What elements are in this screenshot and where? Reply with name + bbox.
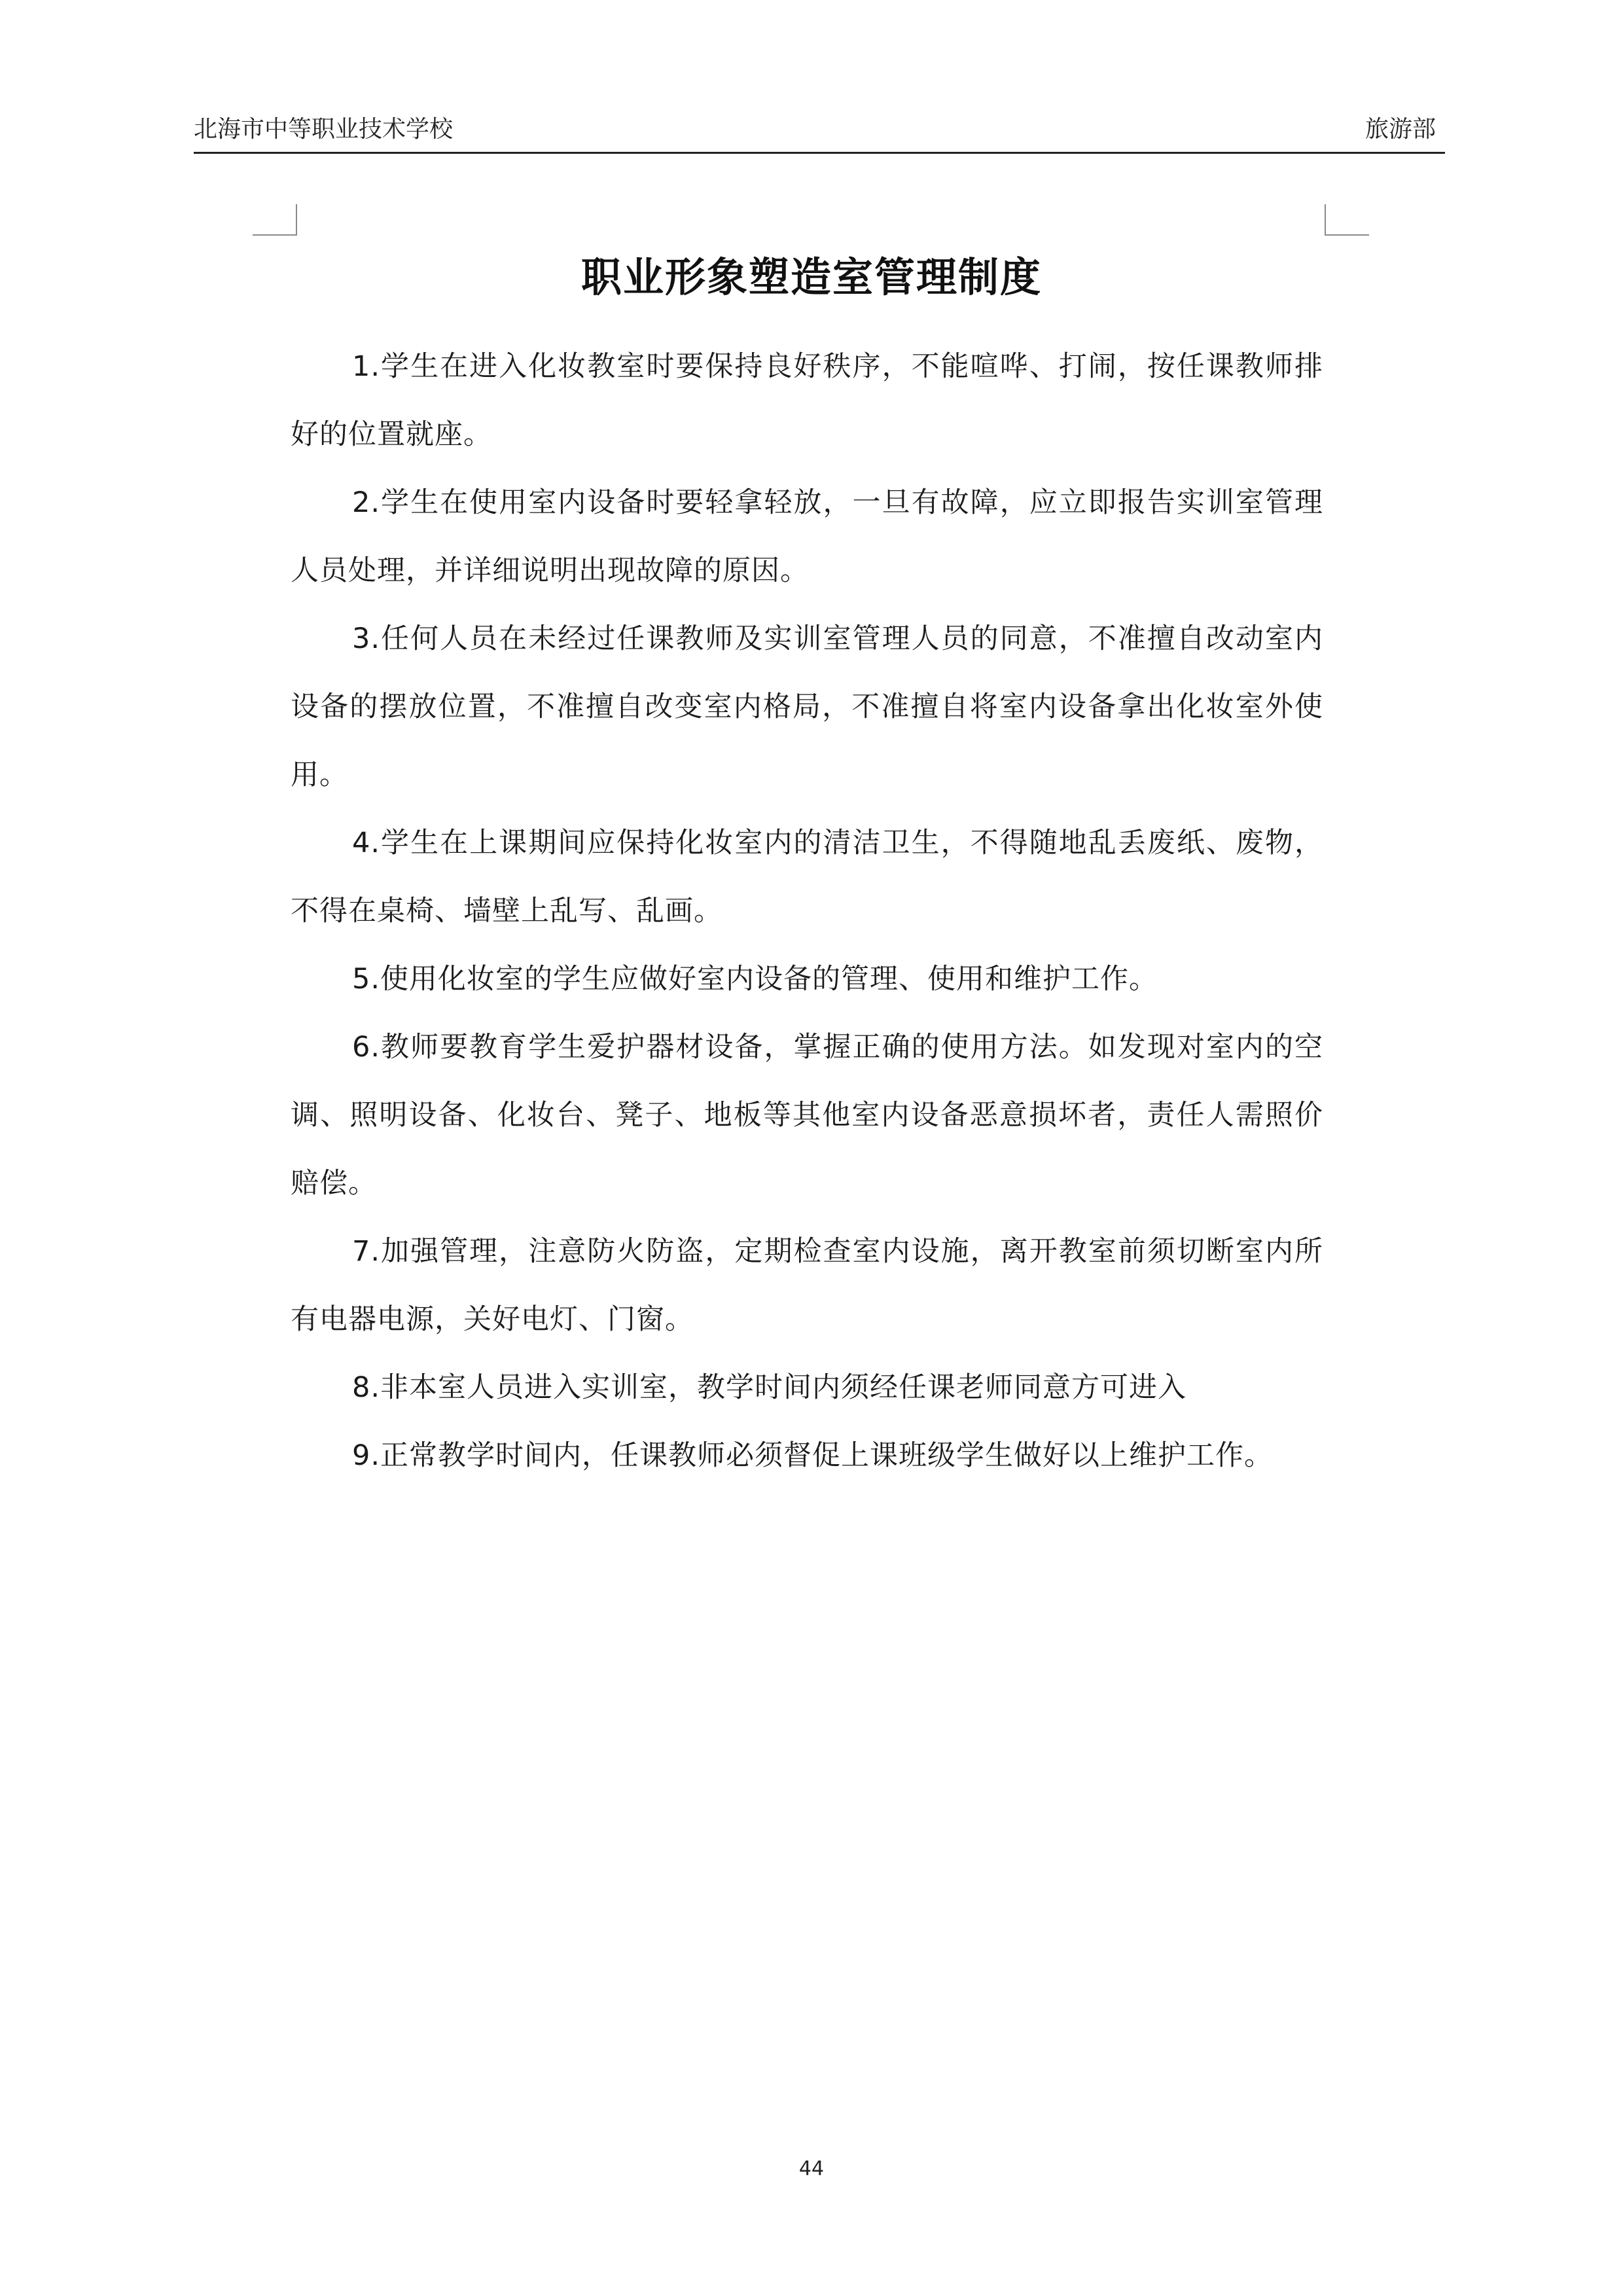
rule-paragraph-5: 5.使用化妆室的学生应做好室内设备的管理、使用和维护工作。 — [352, 963, 1158, 996]
crop-mark-left — [253, 204, 297, 236]
rule-paragraph-2: 2.学生在使用室内设备时要轻拿轻放，一旦有故障，应立即报告实训室管理人员处理，并详细说明出现故障的原因。 — [291, 486, 1323, 587]
rule-paragraph-4: 4.学生在上课期间应保持化妆室内的清洁卫生，不得随地乱丢废纸、废物，不得在桌椅、墙壁上乱写、乱画。 — [291, 827, 1323, 927]
document-title: 职业形象塑造室管理制度 — [580, 253, 1042, 301]
page-header — [194, 111, 1445, 154]
rule-paragraph-3: 3.任何人员在未经过任课教师及实训室管理人员的同意，不准擅自改动室内设备的摆放位置，不准擅自改变室内格局，不准擅自将室内设备拿出化妆室外使用。 — [291, 622, 1323, 791]
rule-paragraph-6: 6.教师要教育学生爱护器材设备，掌握正确的使用方法。如发现对室内的空调、照明设备、化妆台、凳子、地板等其他室内设备恶意损坏者，责任人需照价赔偿。 — [291, 1031, 1323, 1200]
crop-mark-right — [1325, 204, 1369, 236]
header-school-name: 北海市中等职业技术学校 — [194, 116, 454, 143]
rule-paragraph-9: 9.正常教学时间内，任课教师必须督促上课班级学生做好以上维护工作。 — [352, 1439, 1274, 1472]
rule-paragraph-1: 1.学生在进入化妆教室时要保持良好秩序，不能喧哗、打闹，按任课教师排好的位置就座。 — [291, 350, 1323, 451]
rule-paragraph-7: 7.加强管理，注意防火防盗，定期检查室内设施，离开教室前须切断室内所有电器电源，关好电灯、门窗。 — [291, 1235, 1323, 1336]
page-number: 44 — [798, 2157, 825, 2180]
header-department: 旅游部 — [1364, 116, 1436, 143]
rule-paragraph-8: 8.非本室人员进入实训室，教学时间内须经任课老师同意方可进入 — [352, 1371, 1187, 1404]
document-body — [291, 332, 1323, 1490]
